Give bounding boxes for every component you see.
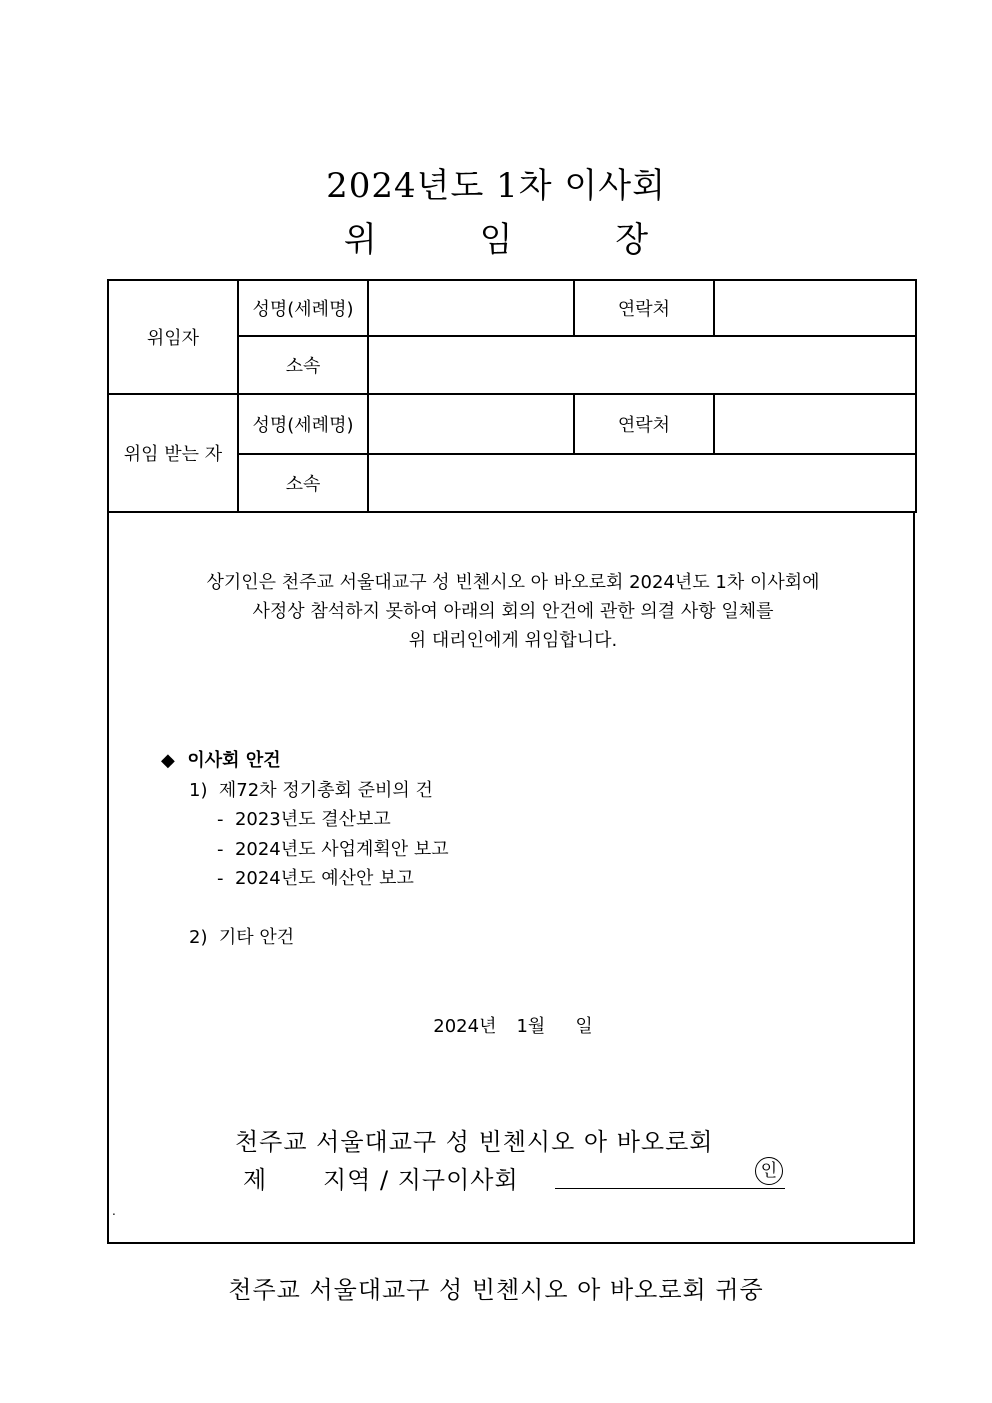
- delegator-affiliation-label: 소속: [238, 336, 368, 394]
- date-day: 일: [575, 1016, 593, 1037]
- diamond-bullet-icon: ◆: [161, 750, 175, 771]
- delegate-name-label: 성명(세례명): [238, 394, 368, 454]
- agenda-item-2: 2) 기타 안건: [189, 927, 295, 948]
- delegate-contact-field[interactable]: [714, 394, 916, 454]
- subtitle-char-1: 위: [343, 220, 377, 260]
- statement-box: [107, 512, 915, 1244]
- date-month: 1월: [516, 1016, 546, 1037]
- statement-line-1: 상기인은 천주교 서울대교구 성 빈첸시오 아 바오로회 2024년도 1차 이사회에: [206, 572, 820, 593]
- delegate-label: 위임 받는 자: [108, 394, 238, 512]
- agenda-heading: ◆ 이사회 안건: [161, 750, 281, 771]
- delegator-contact-label: 연락처: [574, 280, 714, 336]
- delegation-info-table: [107, 279, 917, 513]
- delegate-affiliation-field[interactable]: [368, 454, 916, 512]
- agenda-sub-1: - 2023년도 결산보고: [217, 809, 391, 830]
- signature-line[interactable]: [555, 1188, 785, 1189]
- agenda-sub-3: - 2024년도 예산안 보고: [217, 868, 414, 889]
- delegator-contact-field[interactable]: [714, 280, 916, 336]
- agenda-sub-2: - 2024년도 사업계획안 보고: [217, 839, 449, 860]
- delegator-name-field[interactable]: [368, 280, 574, 336]
- delegator-name-label: 성명(세례명): [238, 280, 368, 336]
- org-name: 천주교 서울대교구 성 빈첸시오 아 바오로회: [235, 1128, 714, 1156]
- delegate-name-field[interactable]: [368, 394, 574, 454]
- subtitle-char-3: 장: [615, 220, 649, 260]
- delegator-affiliation-field[interactable]: [368, 336, 916, 394]
- delegate-affiliation-label: 소속: [238, 454, 368, 512]
- statement-line-3: 위 대리인에게 위임합니다.: [408, 630, 618, 651]
- document-title: 2024년도 1차 이사회: [326, 166, 666, 206]
- document-subtitle: [0, 212, 992, 261]
- date-year: 2024년: [433, 1016, 497, 1037]
- agenda-item-1: 1) 제72차 정기총회 준비의 건: [189, 780, 433, 801]
- subtitle-char-2: 임: [479, 220, 513, 260]
- footer-addressee: 천주교 서울대교구 성 빈첸시오 아 바오로회 귀중: [228, 1276, 764, 1304]
- stray-dot: .: [112, 1204, 116, 1218]
- date-line: [109, 1012, 917, 1038]
- statement-line-2: 사정상 참석하지 못하여 아래의 회의 안건에 관한 의결 사항 일체를: [252, 601, 774, 622]
- delegator-label: 위임자: [108, 280, 238, 394]
- delegate-contact-label: 연락처: [574, 394, 714, 454]
- org-je: 제: [243, 1166, 268, 1194]
- seal-icon: 인: [755, 1157, 783, 1185]
- org-region: 지역 / 지구이사회: [323, 1166, 519, 1194]
